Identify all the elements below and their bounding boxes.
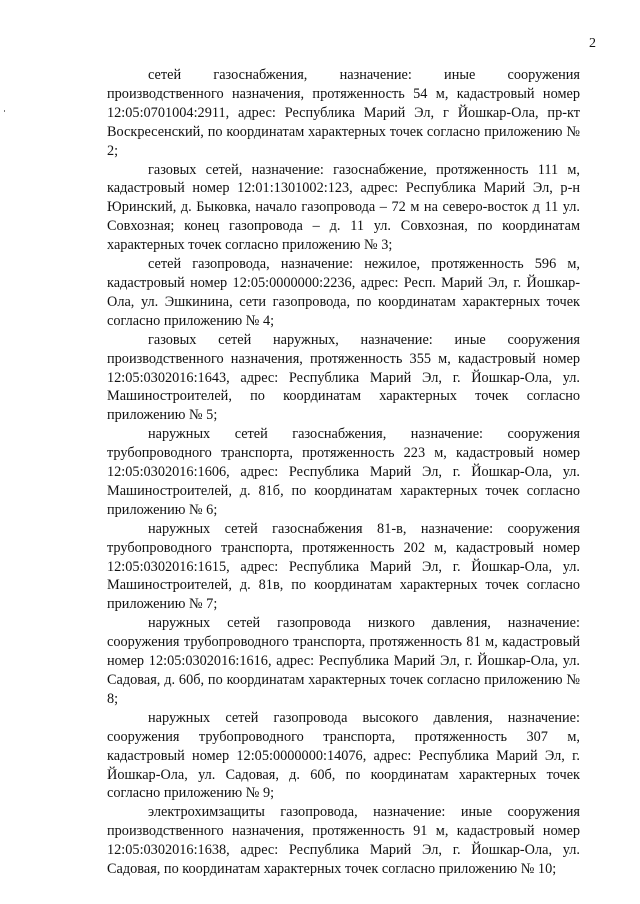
- paragraph-item-6: наружных сетей газоснабжения 81-в, назначение: сооружения трубопроводного транспорта, протяженность 202 м, кадастровый номер 12:05:0302016:1615, адрес: Республика Марий Эл, г. Йошкар-Ола, ул. Машиностроителей, д. 81в, по координатам характерных точек согласно приложению № 7;: [107, 520, 580, 613]
- paragraph-item-7: наружных сетей газопровода низкого давления, назначение: сооружения трубопроводного транспорта, протяженность 81 м, кадастровый номер 12:05:0302016:1616, адрес: Республика Марий Эл, г. Йошкар-Ола, ул. Садовая, д. 60б, по координатам характерных точек согласно приложению № 8;: [107, 615, 580, 707]
- paragraph-item-3: сетей газопровода, назначение: нежилое, протяженность 596 м, кадастровый номер 12:05:0000000:2236, адрес: Респ. Марий Эл, г. Йошкар-Ола, ул. Эшкинина, сети газопровода, по координатам характерных точек согласно приложению № 4;: [107, 256, 580, 329]
- scan-artifact: [4, 110, 5, 112]
- page-number: 2: [589, 36, 596, 51]
- paragraph-item-8: наружных сетей газопровода высокого давления, назначение: сооружения трубопроводного транспорта, протяженность 307 м, кадастровый номер 12:05:0000000:14076, адрес: Республика Марий Эл, г. Йошкар-Ола, ул. Садовая, д. 60б, по координатам характерных точек согласно приложению № 9;: [107, 709, 580, 802]
- paragraph-item-1: сетей газоснабжения, назначение: иные сооружения производственного назначения, протяженность 54 м, кадастровый номер 12:05:0701004:2911, адрес: Республика Марий Эл, г Йошкар-Ола, пр-кт Воскресенский, по координатам характерных точек согласно приложению № 2;: [107, 67, 580, 159]
- document-body: [107, 66, 580, 879]
- paragraph-item-5: наружных сетей газоснабжения, назначение: сооружения трубопроводного транспорта, протяженность 223 м, кадастровый номер 12:05:0302016:1606, адрес: Республика Марий Эл, г. Йошкар-Ола, ул. Машиностроителей, д. 81б, по координатам характерных точек согласно приложению № 6;: [107, 426, 580, 518]
- paragraph-item-2: газовых сетей, назначение: газоснабжение, протяженность 111 м, кадастровый номер 12:01:1301002:123, адрес: Республика Марий Эл, р-н Юринский, д. Быковка, начало газопровода – 72 м на северо-восток д 11 ул. Совхозная; конец газопровода – д. 11 ул. Совхозная, по координатам характерных точек согласно приложению № 3;: [107, 161, 580, 254]
- paragraph-item-9: электрохимзащиты газопровода, назначение: иные сооружения производственного назначения, протяженность 91 м, кадастровый номер 12:05:0302016:1638, адрес: Республика Марий Эл, г. Йошкар-Ола, ул. Садовая, по координатам характерных точек согласно приложению № 10;: [107, 804, 580, 878]
- paragraph-item-4: газовых сетей наружных, назначение: иные сооружения производственного назначения, протяженность 355 м, кадастровый номер 12:05:0302016:1643, адрес: Республика Марий Эл, г. Йошкар-Ола, ул. Машиностроителей, по координатам характерных точек согласно приложению № 5;: [107, 331, 580, 424]
